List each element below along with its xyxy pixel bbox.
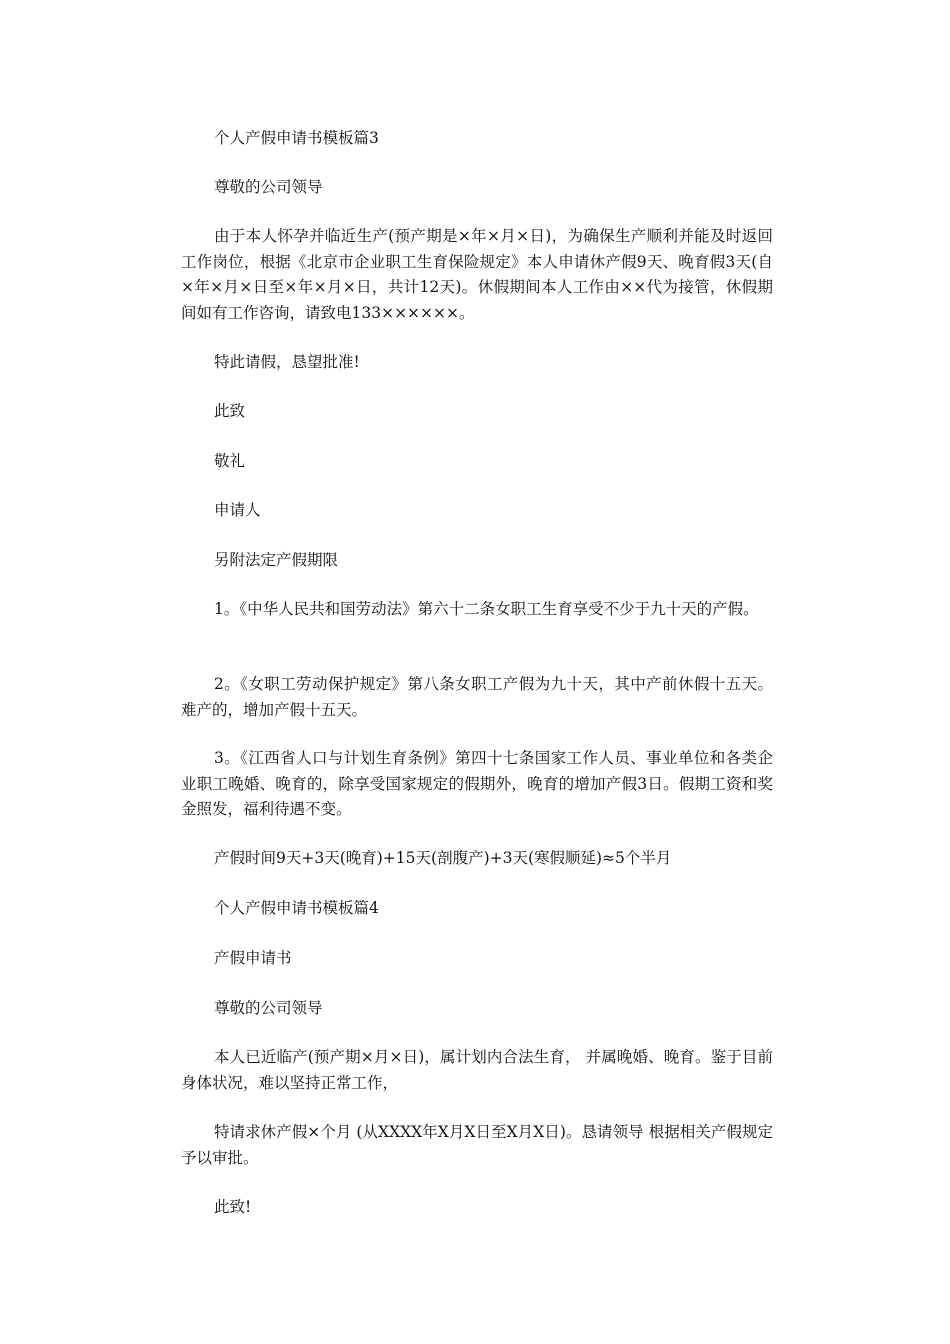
list-item: 1。《中华人民共和国劳动法》第六十二条女职工生育享受不少于九十天的产假。 xyxy=(214,600,759,618)
section-heading-template-3: 个人产假申请书模板篇3 xyxy=(214,129,379,147)
body-paragraph: 由于本人怀孕并临近生产(预产期是×年×月×日)，为确保生产顺利并能及时返回工作岗位，根据《北京市企业职工生育保险规定》本人申请休产假9天、晚育假3天(自×年×月×日至×年×月×日，共计12天)。休假期间本人工作由××代为接管，休假期间如有工作咨询，请致电133××××××。 xyxy=(181,227,773,322)
body-paragraph: 本人已近临产(预产期×月×日)，属计划内合法生育， 并属晚婚、晚育。鉴于目前身体状况，难以坚持正常工作， xyxy=(181,1048,773,1092)
salutation: 尊敬的公司领导 xyxy=(214,178,323,196)
list-item: 3。《江西省人口与计划生育条例》第四十七条国家工作人员、事业单位和各类企业职工晚婚、晚育的，除享受国家规定的假期外，晚育的增加产假3日。假期工资和奖金照发，福利待遇不变。 xyxy=(181,749,773,818)
document-title: 产假申请书 xyxy=(214,949,292,967)
appendix-heading: 另附法定产假期限 xyxy=(214,551,339,569)
salutation: 尊敬的公司领导 xyxy=(214,999,323,1017)
list-item: 2。《女职工劳动保护规定》第八条女职工产假为九十天，其中产前休假十五天。难产的，增加产假十五天。 xyxy=(181,675,773,719)
regards-line: 敬礼 xyxy=(214,452,246,470)
request-line: 特此请假，恳望批准! xyxy=(214,353,360,371)
closing-line: 此致 xyxy=(214,402,246,420)
body-paragraph: 特请求休产假×个月 (从XXXX年X月X日至X月X日)。恳请领导 根据相关产假规定予以审批。 xyxy=(181,1123,773,1167)
closing-line: 此致! xyxy=(214,1198,252,1216)
applicant-line: 申请人 xyxy=(214,501,261,519)
section-heading-template-4: 个人产假申请书模板篇4 xyxy=(214,899,379,917)
leave-duration-summary: 产假时间9天+3天(晚育)+15天(剖腹产)+3天(寒假顺延)≈5个半月 xyxy=(214,849,672,867)
